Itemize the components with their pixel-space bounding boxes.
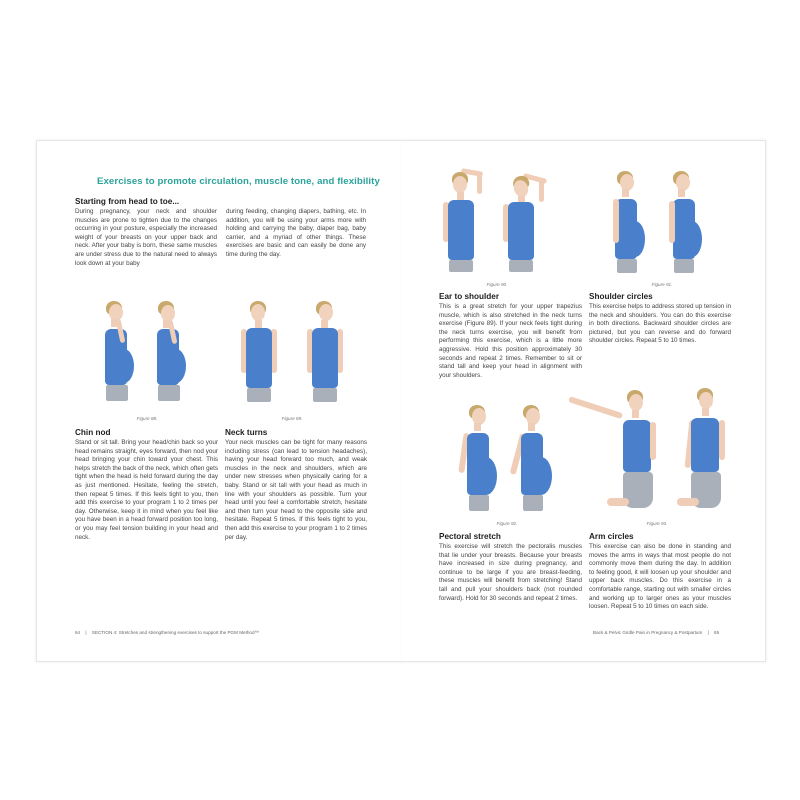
woman-neck-turn-right xyxy=(302,299,348,409)
figure-91-caption: Figure 91. xyxy=(651,282,673,287)
arm-circles-text: This exercise can also be done in standing and moves the arms in ways that most people do not commonly move them during the day. In addition to feeling good, it will loosen up your shoulder and upper back muscles. Do this exercise in a comfortable range, starting out with smaller circles and working up to larger ones as your muscles loosen. Repeat 5 to 10 times on each side. xyxy=(589,543,731,611)
right-page-number: 65 xyxy=(714,630,720,635)
woman-ear-to-shoulder-start xyxy=(437,166,487,276)
neck-turns-text: Your neck muscles can be tight for many reasons including stress (can lead to tension headaches), having your head forward too much, and weak muscles in the neck and shoulders, which are under new stresses when physically caring for a baby. Stand or sit tall with your head as much in line with your shoulders as possible. Turn your head until you feel a comfortable stretch, hesitate and then turn your head to the opposite side and hesitate. Repeat 5 times. If this feels tight to you, then add this exercise to your program 1 to 2 times per day. xyxy=(225,439,367,541)
intro-column-1: During pregnancy, your neck and shoulder muscles are prone to tighten due to the changes occurring in your posture, especially the increased weight of your breasts on your upper back and neck. After your baby is born, these same muscles are under stress due to the natural need to always look down at your baby xyxy=(75,208,217,267)
woman-chin-nod-start xyxy=(100,299,140,409)
chin-nod-title: Chin nod xyxy=(75,428,111,437)
woman-chin-nod-end xyxy=(152,299,192,409)
pectoral-stretch-title: Pectoral stretch xyxy=(439,532,501,541)
figure-93-photo xyxy=(565,386,745,518)
book-spread xyxy=(36,140,766,662)
shoulder-circles-text: This exercise helps to address stored up tension in the neck and shoulders. You can do this exercise in both directions. Backward shoulder circles are pictured, but you can reverse and do forward shoulder circles. Repeat 5 to 10 times. xyxy=(589,303,731,345)
woman-shoulder-circles-start xyxy=(611,169,651,277)
woman-arm-circles-raised xyxy=(565,386,665,518)
chin-nod-text: Stand or sit tall. Bring your head/chin back so your head remains straight, eyes forward, then nod your head bringing your chin toward your chest. This helps stretch the back of the neck, which often gets tight when the head is held forward during the day as just mentioned. Hesitate, feeling the stretch, then repeat 5 times. If this feels tight to you, then add this exercise to your program 1 to 2 times per day. Otherwise, keep it in mind when you feel like you have been in a head forward position too long, or you may feel tension building in your head and neck. xyxy=(75,439,218,541)
figure-90-caption: Figure 90. xyxy=(486,282,508,287)
figure-92-caption: Figure 92. xyxy=(496,521,518,526)
pectoral-stretch-text: This exercise will stretch the pectoralis muscles that lie under your breasts. Because your breasts have increased in size during pregnancy, and continue to be large if you are breast-feeding, these muscles will benefit from stretching! Stand tall and pull your shoulders back (not rounded forward). Hold for 30 seconds and repeat 2 times. xyxy=(439,543,582,602)
figure-91-photo xyxy=(607,169,717,277)
woman-shoulder-circles-back xyxy=(667,169,707,277)
figure-93-caption: Figure 93. xyxy=(646,521,668,526)
shoulder-circles-title: Shoulder circles xyxy=(589,292,653,301)
figure-92-photo xyxy=(457,403,567,515)
footer-separator: | xyxy=(85,630,87,635)
book-title: Back & Pelvic Girdle Pain in Pregnancy & Postpartum xyxy=(593,630,703,635)
intro-subheading: Starting from head to toe... xyxy=(75,197,180,206)
figure-89-photo xyxy=(232,299,357,409)
book-gutter xyxy=(401,141,402,661)
woman-pectoral-stretch-back xyxy=(515,403,557,515)
left-page-number: 64 xyxy=(75,630,81,635)
left-section-title: SECTION 4: Stretches and strengthening exercises to support the PGM Method™ xyxy=(91,630,260,635)
woman-arm-circles-lowered xyxy=(675,386,745,518)
ear-to-shoulder-text: This is a great stretch for your upper trapezius muscle, which is also stretched in the neck turns exercise (Figure 89). If your neck feels tight during the neck turns exercise, you will benefit from performing this exercise, which is a little more aggressive. Hold this position approximately 30 seconds and repeat 2 times. Remember to sit or stand tall and keep your head in alignment with your shoulders. xyxy=(439,303,582,379)
left-page-footer xyxy=(75,630,259,635)
woman-ear-to-shoulder-tilt xyxy=(497,166,549,276)
right-page-footer xyxy=(593,630,719,635)
footer-separator: | xyxy=(707,630,709,635)
figure-88-photo xyxy=(92,299,202,409)
figure-88-caption: Figure 88. xyxy=(136,416,158,421)
woman-neck-turn-left xyxy=(236,299,282,409)
ear-to-shoulder-title: Ear to shoulder xyxy=(439,292,500,301)
woman-pectoral-stretch-side xyxy=(461,403,501,515)
figure-90-photo xyxy=(437,166,552,276)
figure-89-caption: Figure 89. xyxy=(281,416,303,421)
arm-circles-title: Arm circles xyxy=(589,532,634,541)
neck-turns-title: Neck turns xyxy=(225,428,268,437)
section-heading: Exercises to promote circulation, muscle tone, and flexibility xyxy=(97,176,380,187)
intro-column-2: during feeding, changing diapers, bathing, etc. In addition, you will be using your arms more with holding and carrying the baby, diaper bag, baby carrier, and a myriad of other things. These exercises are basic and can easily be done any time during the day. xyxy=(226,208,366,258)
